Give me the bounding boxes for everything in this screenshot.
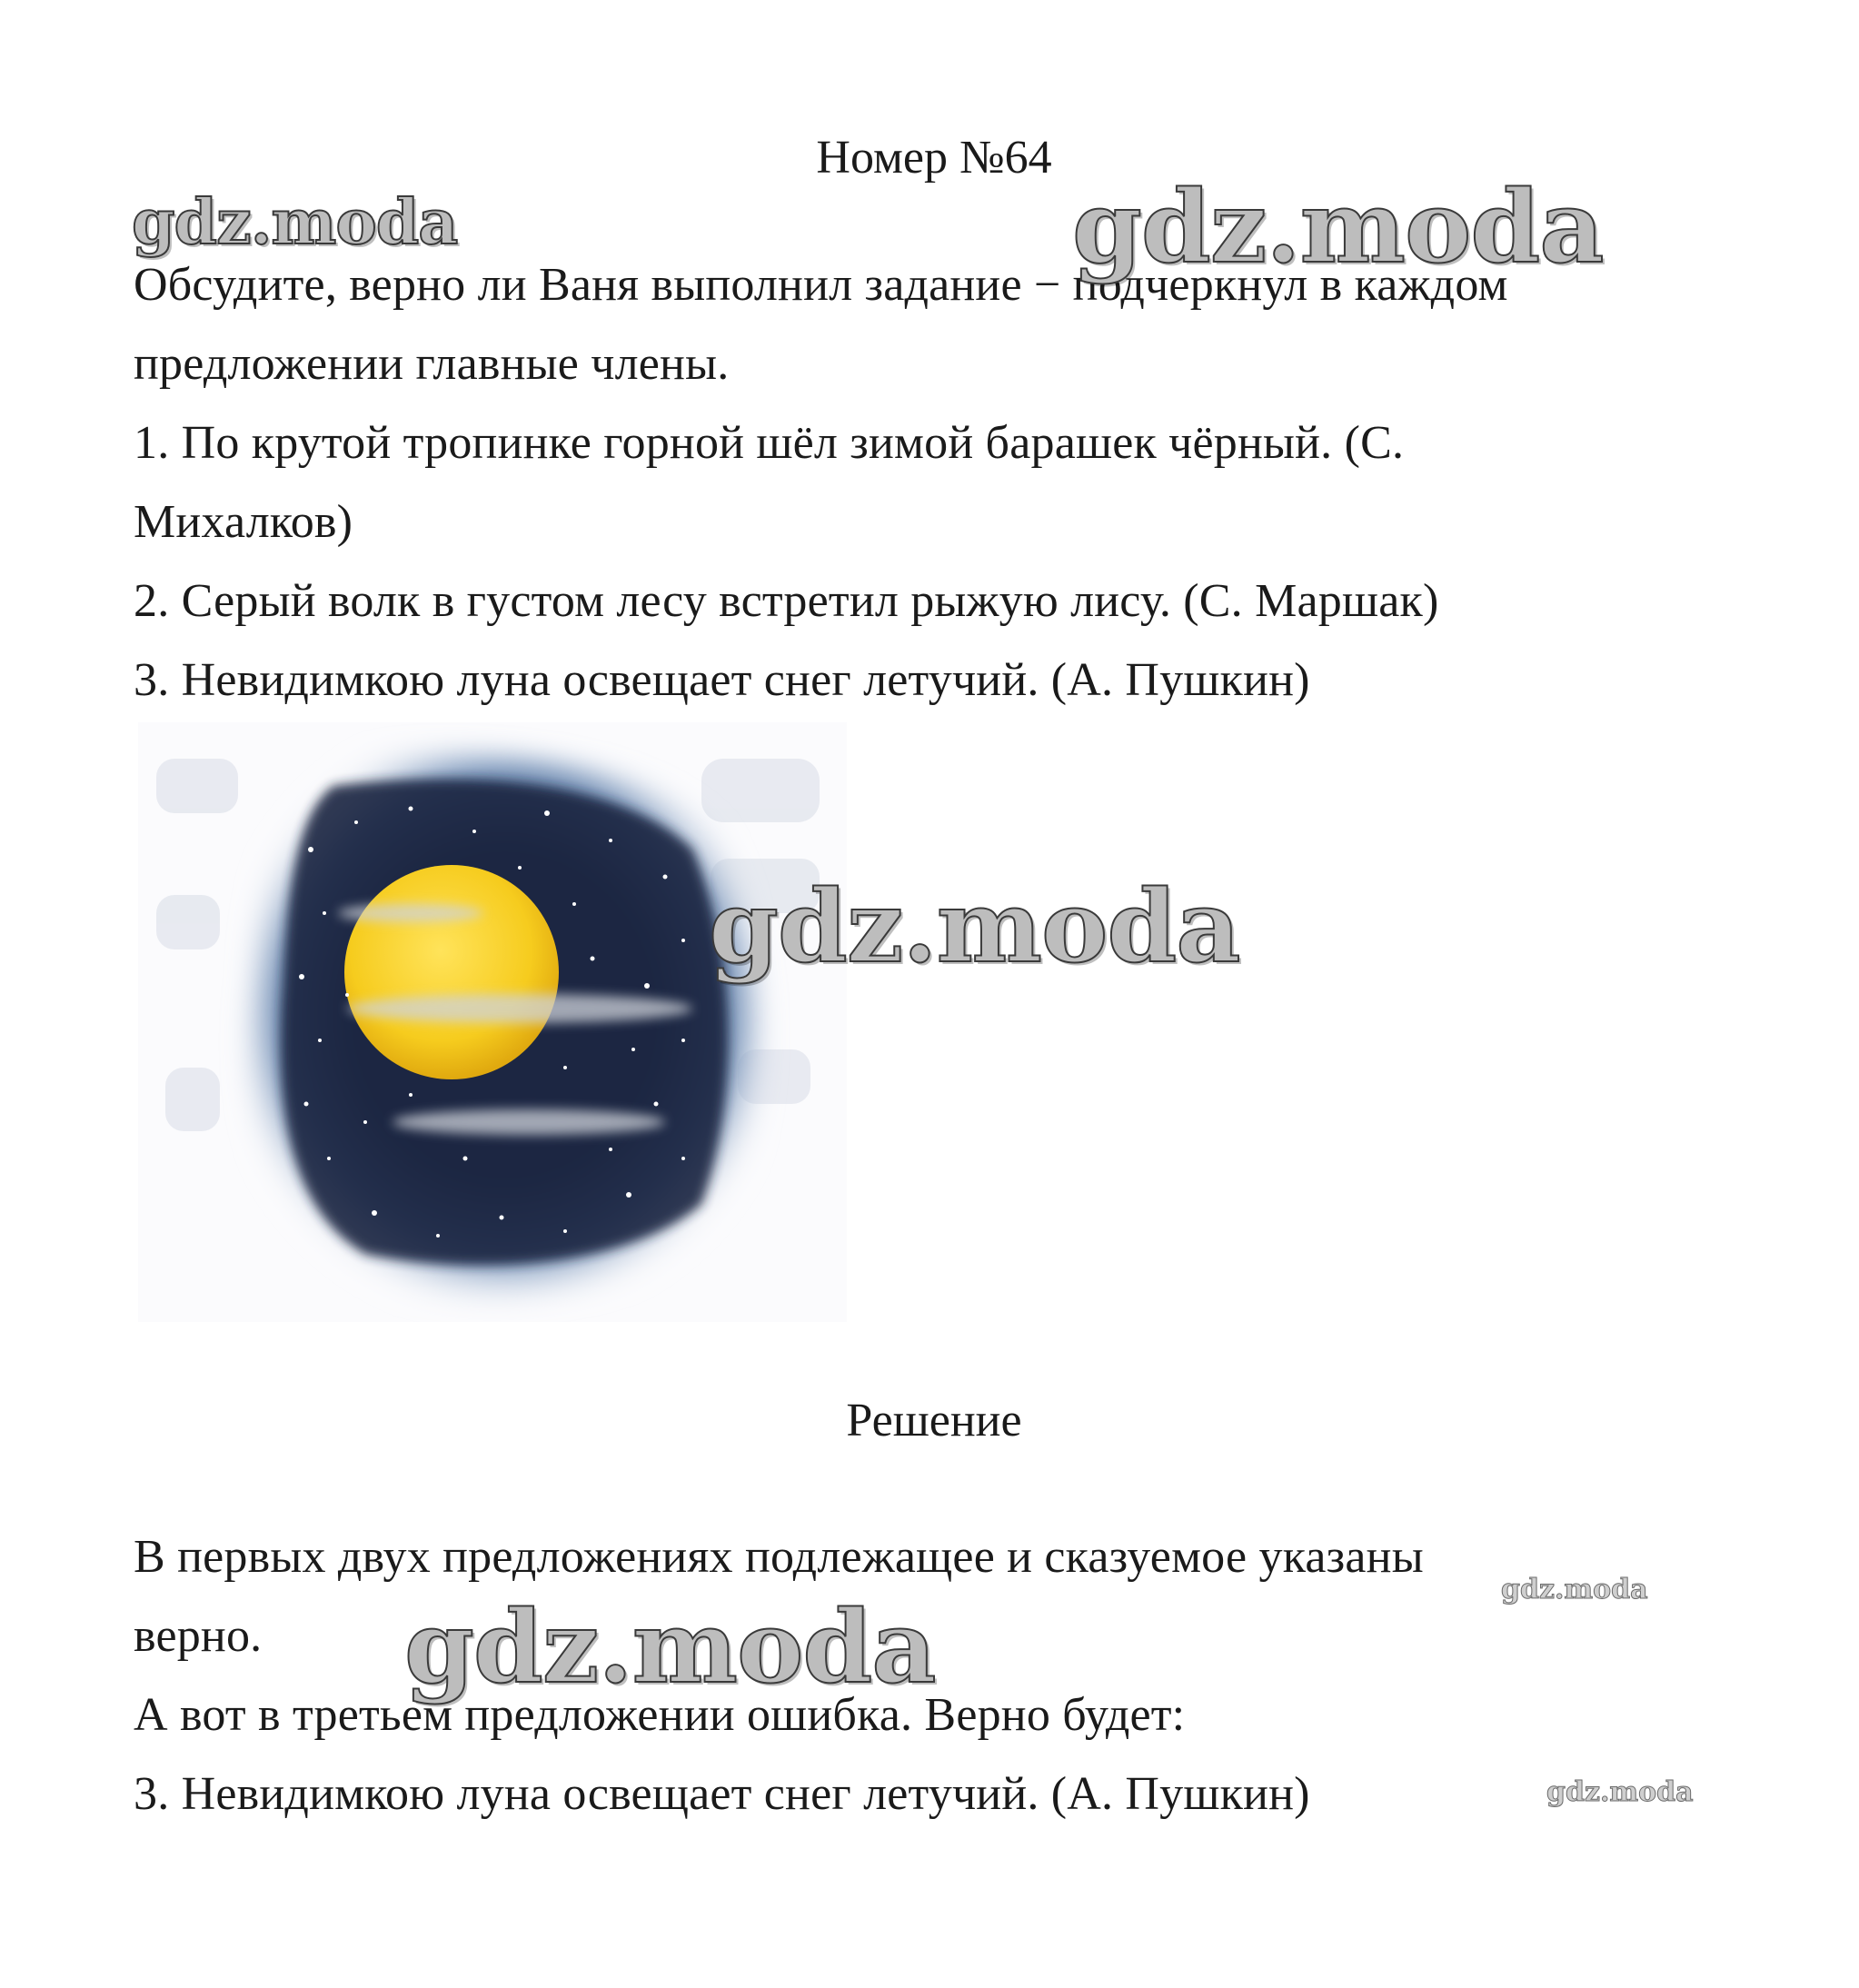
task-sentence-2: 2. Серый волк в густом лесу встретил рыжую лису. (С. Маршак) xyxy=(134,575,1439,627)
solution-heading xyxy=(0,1392,1859,1450)
task-line-2: предложении главные члены. xyxy=(134,338,730,390)
task-sentence-1-author: Михалков) xyxy=(134,496,353,548)
night-sky-moon-icon xyxy=(138,722,847,1322)
task-sentence-1: 1. По крутой тропинке горной шёл зимой барашек чёрный. (С. xyxy=(134,417,1405,469)
watermark-middle: gdz.moda xyxy=(709,868,1240,985)
watermark-top-center: gdz.moda xyxy=(1072,168,1604,285)
watermark-bottom: gdz.moda xyxy=(404,1588,936,1705)
solution-heading-text: Решение xyxy=(846,1395,1022,1446)
solution-line-2: верно. xyxy=(134,1610,263,1662)
solution-line-1: В первых двух предложениях подлежащее и сказуемое указаны xyxy=(134,1531,1424,1583)
task-line-1: Обсудите, верно ли Ваня выполнил задание − подчеркнул в каждом xyxy=(134,259,1508,311)
page-title-text: Номер №64 xyxy=(816,132,1052,184)
watermark-top-left: gdz.moda xyxy=(132,186,458,259)
solution-line-3: А вот в третьем предложении ошибка. Верно будет: xyxy=(134,1689,1186,1741)
solution-line-4: 3. Невидимкою луна освещает снег летучий. (А. Пушкин) xyxy=(134,1768,1310,1820)
watermark-small-right: gdz.moda xyxy=(1501,1574,1648,1605)
moon xyxy=(344,865,559,1079)
watermark-small-bottom-right: gdz.moda xyxy=(1546,1776,1694,1808)
task-sentence-3: 3. Невидимкою луна освещает снег летучий. (А. Пушкин) xyxy=(134,654,1310,706)
